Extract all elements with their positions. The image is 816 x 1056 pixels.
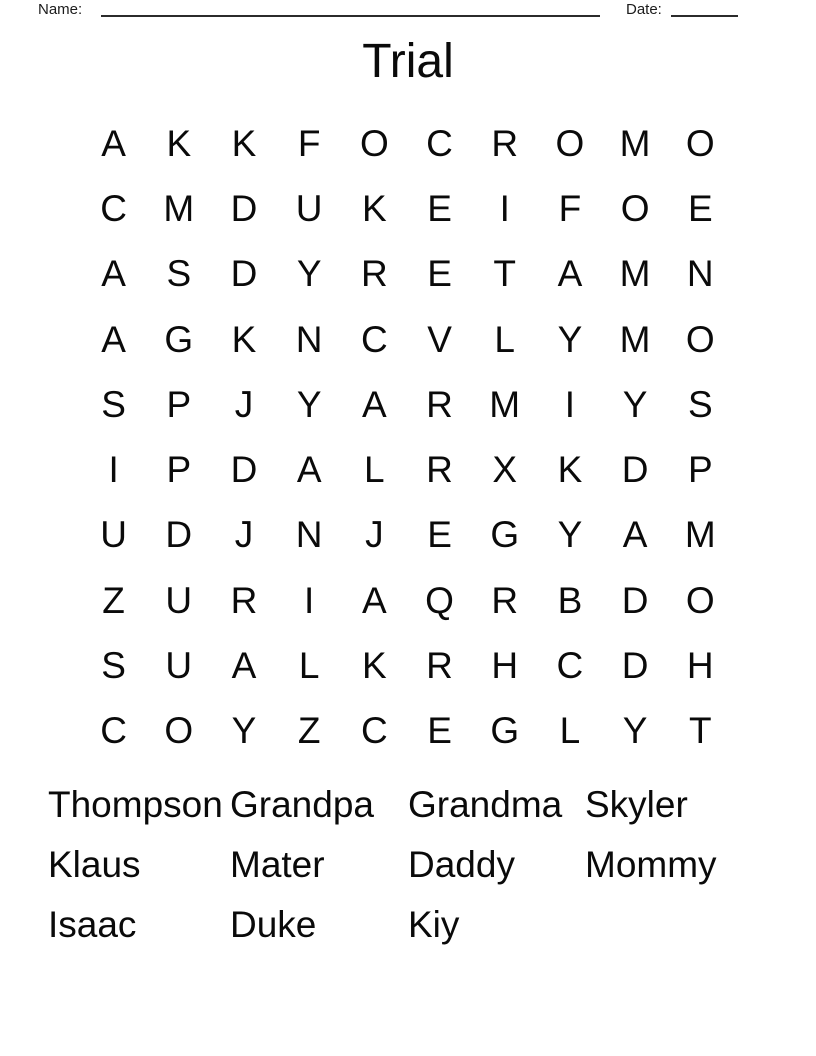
grid-letter-r1-c4: F <box>297 122 321 164</box>
grid-letter-r6-c6: R <box>426 449 453 491</box>
grid-letter-r4-c3: K <box>231 318 257 360</box>
grid-letter-r5-c4: Y <box>296 383 322 425</box>
grid-letter-r7-c9: A <box>622 514 648 556</box>
grid-letter-r7-c8: Y <box>557 514 583 556</box>
grid-letter-r5-c1: S <box>101 383 126 425</box>
grid-letter-r5-c9: Y <box>622 383 648 425</box>
name-fill-line <box>101 0 600 17</box>
word-list-item: Kiy <box>408 904 460 945</box>
grid-letter-r10-c5: C <box>360 710 388 752</box>
grid-letter-r5-c3: J <box>234 383 254 425</box>
grid-letter-r8-c1: Z <box>102 579 125 621</box>
grid-letter-r2-c1: C <box>100 187 127 229</box>
grid-letter-r6-c2: P <box>166 449 192 491</box>
grid-letter-r6-c3: D <box>230 449 258 491</box>
grid-letter-r6-c7: X <box>492 449 518 491</box>
grid-letter-r6-c1: I <box>108 449 119 491</box>
grid-letter-r5-c7: M <box>489 383 521 425</box>
date-label: Date: <box>626 1 662 18</box>
grid-letter-r3-c5: R <box>360 253 388 295</box>
grid-letter-r8-c5: A <box>362 579 387 621</box>
grid-letter-r6-c4: A <box>296 449 322 491</box>
grid-letter-r2-c10: E <box>687 187 713 229</box>
grid-letter-r8-c6: Q <box>425 579 454 621</box>
grid-letter-r1-c6: C <box>426 122 453 164</box>
grid-letter-r7-c3: J <box>234 514 254 556</box>
word-list-item: Thompson <box>48 784 223 825</box>
grid-letter-r6-c10: P <box>687 449 713 491</box>
grid-letter-r6-c8: K <box>557 449 583 491</box>
grid-letter-r4-c4: N <box>295 318 323 360</box>
grid-letter-r4-c9: M <box>619 318 651 360</box>
grid-letter-r2-c2: M <box>163 187 195 229</box>
grid-letter-r9-c5: K <box>362 645 387 687</box>
grid-letter-r3-c3: D <box>230 253 258 295</box>
grid-letter-r7-c7: G <box>490 514 520 556</box>
grid-letter-r9-c10: H <box>686 645 714 687</box>
grid-letter-r9-c8: C <box>556 645 584 687</box>
word-search-grid <box>81 111 733 764</box>
grid-letter-r1-c2: K <box>166 122 192 164</box>
puzzle-title: Trial <box>362 35 454 88</box>
grid-letter-r2-c5: K <box>362 187 387 229</box>
grid-letter-r1-c10: O <box>685 122 715 164</box>
grid-letter-r2-c3: D <box>230 187 258 229</box>
grid-letter-r2-c8: F <box>558 187 582 229</box>
grid-letter-r7-c2: D <box>165 514 193 556</box>
grid-letter-r3-c4: Y <box>296 253 322 295</box>
grid-letter-r6-c9: D <box>621 449 649 491</box>
grid-letter-r7-c5: J <box>365 514 384 556</box>
grid-letter-r10-c10: T <box>688 710 712 752</box>
grid-letter-r10-c3: Y <box>231 710 257 752</box>
grid-letter-r6-c5: L <box>364 449 385 491</box>
grid-letter-r4-c6: V <box>427 318 452 360</box>
grid-letter-r1-c7: R <box>491 122 519 164</box>
word-list-item: Klaus <box>48 844 141 885</box>
grid-letter-r8-c3: R <box>230 579 258 621</box>
grid-letter-r3-c10: N <box>686 253 714 295</box>
grid-letter-r9-c2: U <box>165 645 193 687</box>
word-list-item: Grandma <box>408 784 563 825</box>
word-list <box>48 775 770 955</box>
grid-letter-r9-c6: R <box>426 645 453 687</box>
grid-letter-r7-c1: U <box>100 514 127 556</box>
grid-letter-r10-c2: O <box>164 710 194 752</box>
grid-letter-r5-c8: I <box>564 383 576 425</box>
grid-letter-r9-c1: S <box>101 645 126 687</box>
grid-letter-r4-c8: Y <box>557 318 583 360</box>
word-list-item: Grandpa <box>230 784 374 825</box>
grid-letter-r8-c4: I <box>304 579 315 621</box>
grid-letter-r8-c8: B <box>557 579 583 621</box>
grid-letter-r4-c1: A <box>101 318 126 360</box>
grid-letter-r10-c6: E <box>427 710 452 752</box>
grid-letter-r2-c4: U <box>295 187 323 229</box>
grid-letter-r2-c9: O <box>620 187 650 229</box>
grid-letter-r3-c1: A <box>101 253 126 295</box>
grid-letter-r1-c1: A <box>101 122 126 164</box>
grid-letter-r9-c9: D <box>621 645 649 687</box>
grid-letter-r1-c5: O <box>359 122 389 164</box>
grid-letter-r8-c7: R <box>491 579 519 621</box>
grid-letter-r1-c8: O <box>555 122 585 164</box>
grid-letter-r4-c10: O <box>685 318 715 360</box>
grid-letter-r4-c5: C <box>360 318 388 360</box>
grid-letter-r4-c7: L <box>494 318 515 360</box>
grid-letter-r8-c2: U <box>165 579 193 621</box>
grid-letter-r10-c8: L <box>559 710 581 752</box>
grid-letter-r3-c6: E <box>427 253 452 295</box>
grid-letter-r3-c7: T <box>493 253 517 295</box>
grid-letter-r8-c9: D <box>621 579 649 621</box>
grid-letter-r2-c6: E <box>427 187 452 229</box>
word-list-item: Mater <box>230 844 325 885</box>
grid-letter-r10-c9: Y <box>622 710 648 752</box>
word-list-item: Daddy <box>408 844 515 885</box>
grid-letter-r8-c10: O <box>685 579 715 621</box>
grid-letter-r5-c5: A <box>362 383 387 425</box>
grid-letter-r4-c2: G <box>164 318 194 360</box>
grid-letter-r3-c9: M <box>619 253 651 295</box>
grid-letter-r5-c6: R <box>426 383 453 425</box>
grid-letter-r9-c3: A <box>231 645 257 687</box>
grid-letter-r5-c10: S <box>687 383 713 425</box>
word-list-item: Duke <box>230 904 317 945</box>
grid-letter-r3-c8: A <box>557 253 583 295</box>
grid-letter-r1-c3: K <box>231 122 257 164</box>
grid-letter-r7-c10: M <box>684 514 716 556</box>
grid-letter-r7-c4: N <box>295 514 323 556</box>
grid-letter-r9-c7: H <box>491 645 519 687</box>
grid-letter-r10-c1: C <box>100 710 127 752</box>
word-list-item: Mommy <box>585 844 717 885</box>
grid-letter-r3-c2: S <box>166 253 192 295</box>
name-label: Name: <box>38 1 83 18</box>
grid-letter-r1-c9: M <box>619 122 651 164</box>
grid-letter-r9-c4: L <box>298 645 320 687</box>
date-fill-line <box>671 0 738 17</box>
grid-letter-r7-c6: E <box>427 514 452 556</box>
grid-letter-r10-c7: G <box>490 710 520 752</box>
grid-letter-r5-c2: P <box>166 383 192 425</box>
grid-letter-r2-c7: I <box>499 187 510 229</box>
word-list-item: Skyler <box>585 784 688 825</box>
word-list-item: Isaac <box>48 904 137 945</box>
grid-letter-r10-c4: Z <box>297 710 321 752</box>
